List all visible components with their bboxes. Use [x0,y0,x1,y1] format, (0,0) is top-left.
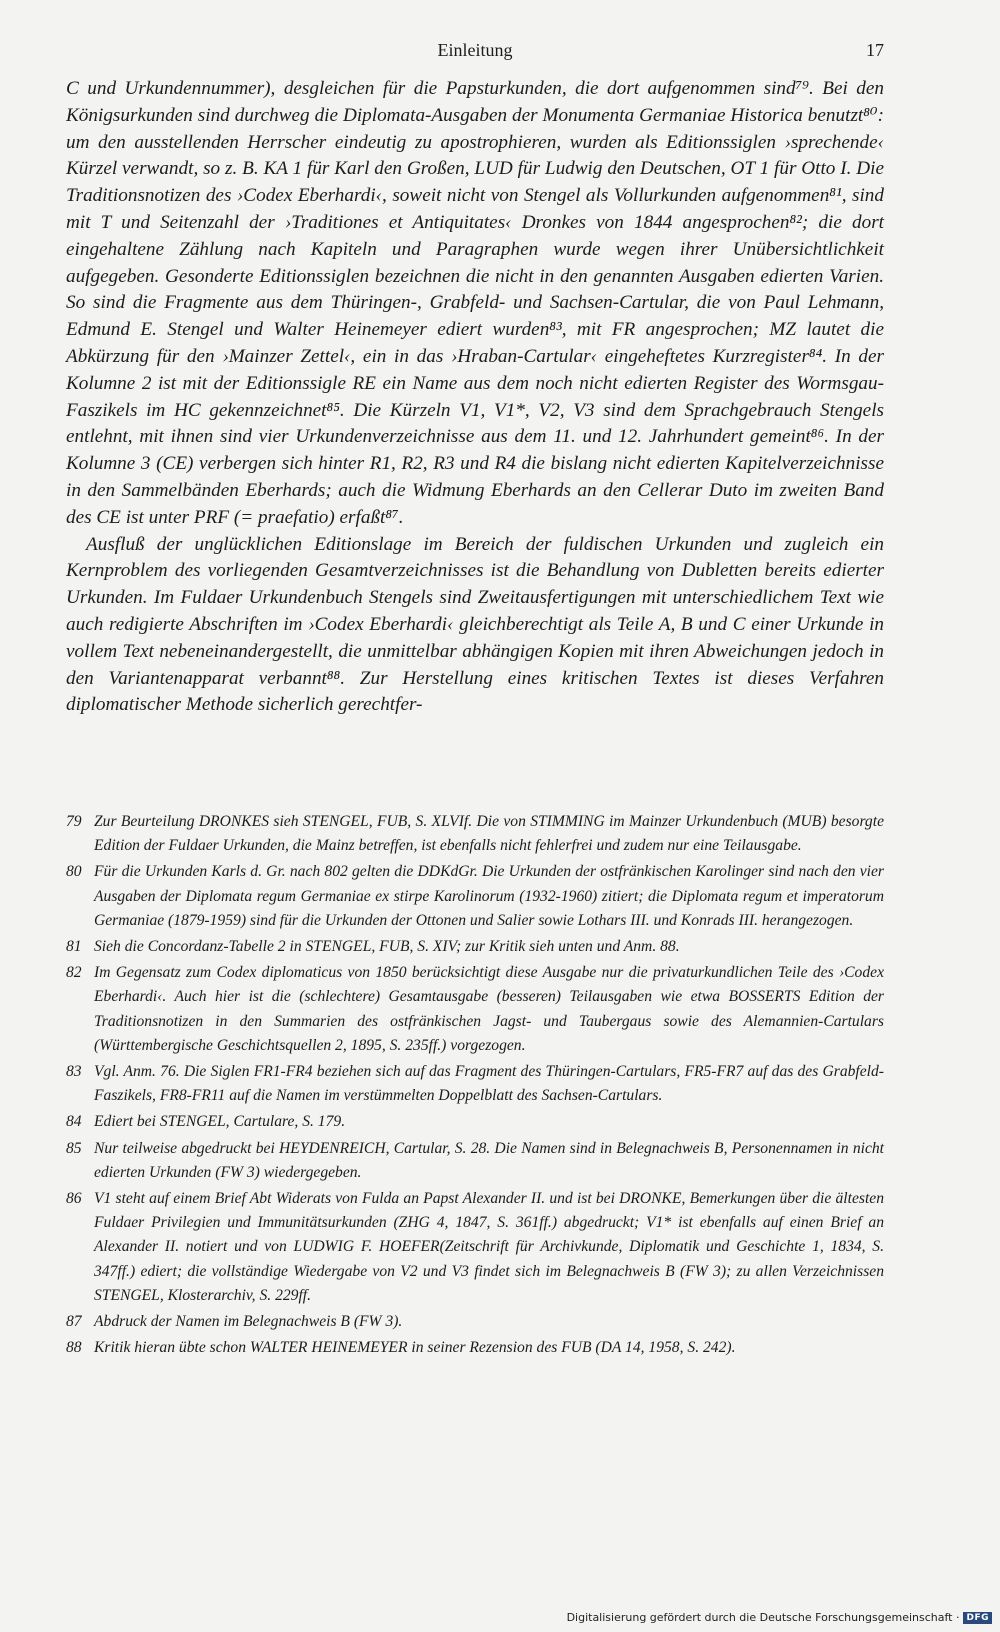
running-head: Einleitung [437,40,513,60]
footnote-number: 82 [66,964,82,982]
footnote-number: 81 [66,938,82,956]
footnote [66,1187,884,1308]
footnotes [66,810,884,1362]
footnote [66,810,884,858]
digitization-credit [567,1611,992,1624]
footnote [66,1060,884,1108]
footnote-number: 86 [66,1190,82,1208]
footnote-text: Vgl. Anm. 76. Die Siglen FR1-FR4 beziehen sich auf das Fragment des Thüringen-Cartulars, FR5-FR7 auf das des Grabfeld-Faszikels, FR8-FR11 auf die Namen im verstümmelten Doppelblatt des Sachsen-Cartulars. [94,1063,884,1105]
footnote [66,961,884,1058]
footnote-number: 87 [66,1313,82,1331]
footnote-text: Im Gegensatz zum Codex diplomaticus von 1850 berücksichtigt diese Ausgabe nur die privaturkundlichen Teile des ›Codex Eberhardi‹. Auch hier ist die (schlechtere) Gesamtausgabe (besseren) Teilausgaben wie etwa BOSSERTS Edition der Traditionsnotizen in den Summarien des ostfränkischen Jagst- und Taubergaus sowie des Alemannien-Cartulars (Württembergische Geschichtsquellen 2, 1895, S. 235ff.) vorgezogen. [94,964,884,1054]
footnote-text: Sieh die Concordanz-Tabelle 2 in STENGEL, FUB, S. XIV; zur Kritik sieh unten und Anm. 88. [94,938,680,956]
footnote [66,860,884,933]
footnote-text: Abdruck der Namen im Belegnachweis B (FW 3). [94,1313,403,1331]
page-number: 17 [866,40,884,60]
footnote-number: 84 [66,1113,82,1131]
footnote-text: V1 steht auf einem Brief Abt Widerats von Fulda an Papst Alexander II. und ist bei DRONKE, Bemerkungen über die ältesten Fuldaer Privilegien und Immunitätsurkunden (ZHG 4, 1847, S. 361ff.) abgedruckt; V1* ist ebenfalls auf einen Brief an Alexander II. notiert und von LUDWIG F. HOEFER(Zeitschrift für Archivkunde, Diplomatik und Geschichte 1, 1834, S. 347ff.) ediert; die vollständige Wiedergabe von V2 und V3 findet sich im Belegnachweis B (FW 3); zu allen Verzeichnissen STENGEL, Klosterarchiv, S. 229ff. [94,1190,884,1304]
paragraph: C und Urkundennummer), desgleichen für die Papsturkunden, die dort aufgenommen sind⁷⁹. Bei den Königsurkunden sind durchweg die Diplomata-Ausgaben der Monumenta Germaniae Historica benutzt⁸⁰: um den ausstellenden Herrscher eindeutig zu apostrophieren, wurden als Editionssiglen ›sprechende‹ Kürzel verwandt, so z. B. KA 1 für Karl den Großen, LUD für Ludwig den Deutschen, OT 1 für Otto I. Die Traditionsnotizen des ›Codex Eberhardi‹, soweit nicht von Stengel als Vollurkunden aufgenommen⁸¹, sind mit T und Seitenzahl der ›Traditiones et Antiquitates‹ Dronkes von 1844 angesprochen⁸²; die dort eingehaltene Zählung nach Kapiteln und Paragraphen wurde wegen ihrer Unübersichtlichkeit aufgegeben. Gesonderte Editionssiglen bezeichnen die nicht in den genannten Ausgaben edierten Varien. So sind die Fragmente aus dem Thüringen-, Grabfeld- und Sachsen-Cartular, die von Paul Lehmann, Edmund E. Stengel und Walter Heinemeyer ediert wurden⁸³, mit FR angesprochen; MZ lautet die Abkürzung für den ›Mainzer Zettel‹, ein in das ›Hraban-Cartular‹ eingeheftetes Kurzregister⁸⁴. In der Kolumne 2 ist mit der Editionssigle RE ein Name aus dem noch nicht edierten Register des Wormsgau-Faszikels im HC gekennzeichnet⁸⁵. Die Kürzeln V1, V1*, V2, V3 sind dem Sprachgebrauch Stengels entlehnt, mit ihnen sind vier Urkundenverzeichnisse aus dem 11. und 12. Jahrhundert gemeint⁸⁶. In der Kolumne 3 (CE) verbergen sich hinter R1, R2, R3 und R4 die bislang nicht edierten Kapitelverzeichnisse in den Sammelbänden Eberhards; auch die Widmung Eberhards an den Cellerar Duto im zweiten Band des CE ist unter PRF (= praefatio) erfaßt⁸⁷. [66,78,884,528]
footnote [66,1336,884,1360]
footnote-number: 88 [66,1339,82,1357]
footnote-text: Zur Beurteilung DRONKES sieh STENGEL, FUB, S. XLVIf. Die von STIMMING im Mainzer Urkundenbuch (MUB) besorgte Edition der Fuldaer Urkunden, die Mainz betreffen, ist ebenfalls nicht fehlerfrei und zudem nur eine Teilausgabe. [94,813,884,855]
footnote-text: Kritik hieran übte schon WALTER HEINEMEYER in seiner Rezension des FUB (DA 14, 1958, S. 242). [94,1339,736,1357]
page-header [66,38,884,68]
footnote-text: Ediert bei STENGEL, Cartulare, S. 179. [94,1113,346,1131]
footnote-text: Nur teilweise abgedruckt bei HEYDENREICH, Cartular, S. 28. Die Namen sind in Belegnachweis B, Personennamen in nicht edierten Urkunden (FW 3) wiedergegeben. [94,1139,884,1181]
footnote [66,935,884,959]
footnote-number: 79 [66,813,82,830]
paragraph: Ausfluß der unglücklichen Editionslage im Bereich der fuldischen Urkunden und zugleich ein Kernproblem des vorliegenden Gesamtverzeichnisses ist die Behandlung von Dubletten bereits edierter Urkunden. Im Fuldaer Urkundenbuch Stengels sind Zweitausfertigungen mit unterschiedlichem Text wie auch redigierte Abschriften im ›Codex Eberhardi‹ gleichberechtigt als Teile A, B und C einer Urkunde in vollem Text nebeneinandergestellt, die unmittelbar abhängigen Kopien mit ihren Abweichungen jedoch in den Variantenapparat verbannt⁸⁸. Zur Herstellung eines kritischen Textes ist dieses Verfahren diplomatischer Methode sicherlich gerechtfer- [66,533,884,716]
credit-text: Digitalisierung gefördert durch die Deutsche Forschungsgemeinschaft · [566,1611,960,1624]
footnote-number: 83 [66,1063,82,1081]
footnote-text: Für die Urkunden Karls d. Gr. nach 802 gelten die DDKdGr. Die Urkunden der ostfränkischen Karolinger sind nach den vier Ausgaben der Diplomata regum Germaniae ex stirpe Karolinorum (1932-1960) zitiert; die Diplomata regum et imperatorum Germaniae (1879-1959) sind für die Urkunden der Ottonen und Salier sowie Lothars III. und Konrads III. herangezogen. [94,863,884,929]
footnote-number: 80 [66,863,82,881]
footnote [66,1110,884,1134]
footnote-number: 85 [66,1139,82,1157]
footnote [66,1137,884,1185]
body-text [66,76,884,719]
dfg-logo: DFG [963,1612,992,1624]
footnote [66,1310,884,1334]
